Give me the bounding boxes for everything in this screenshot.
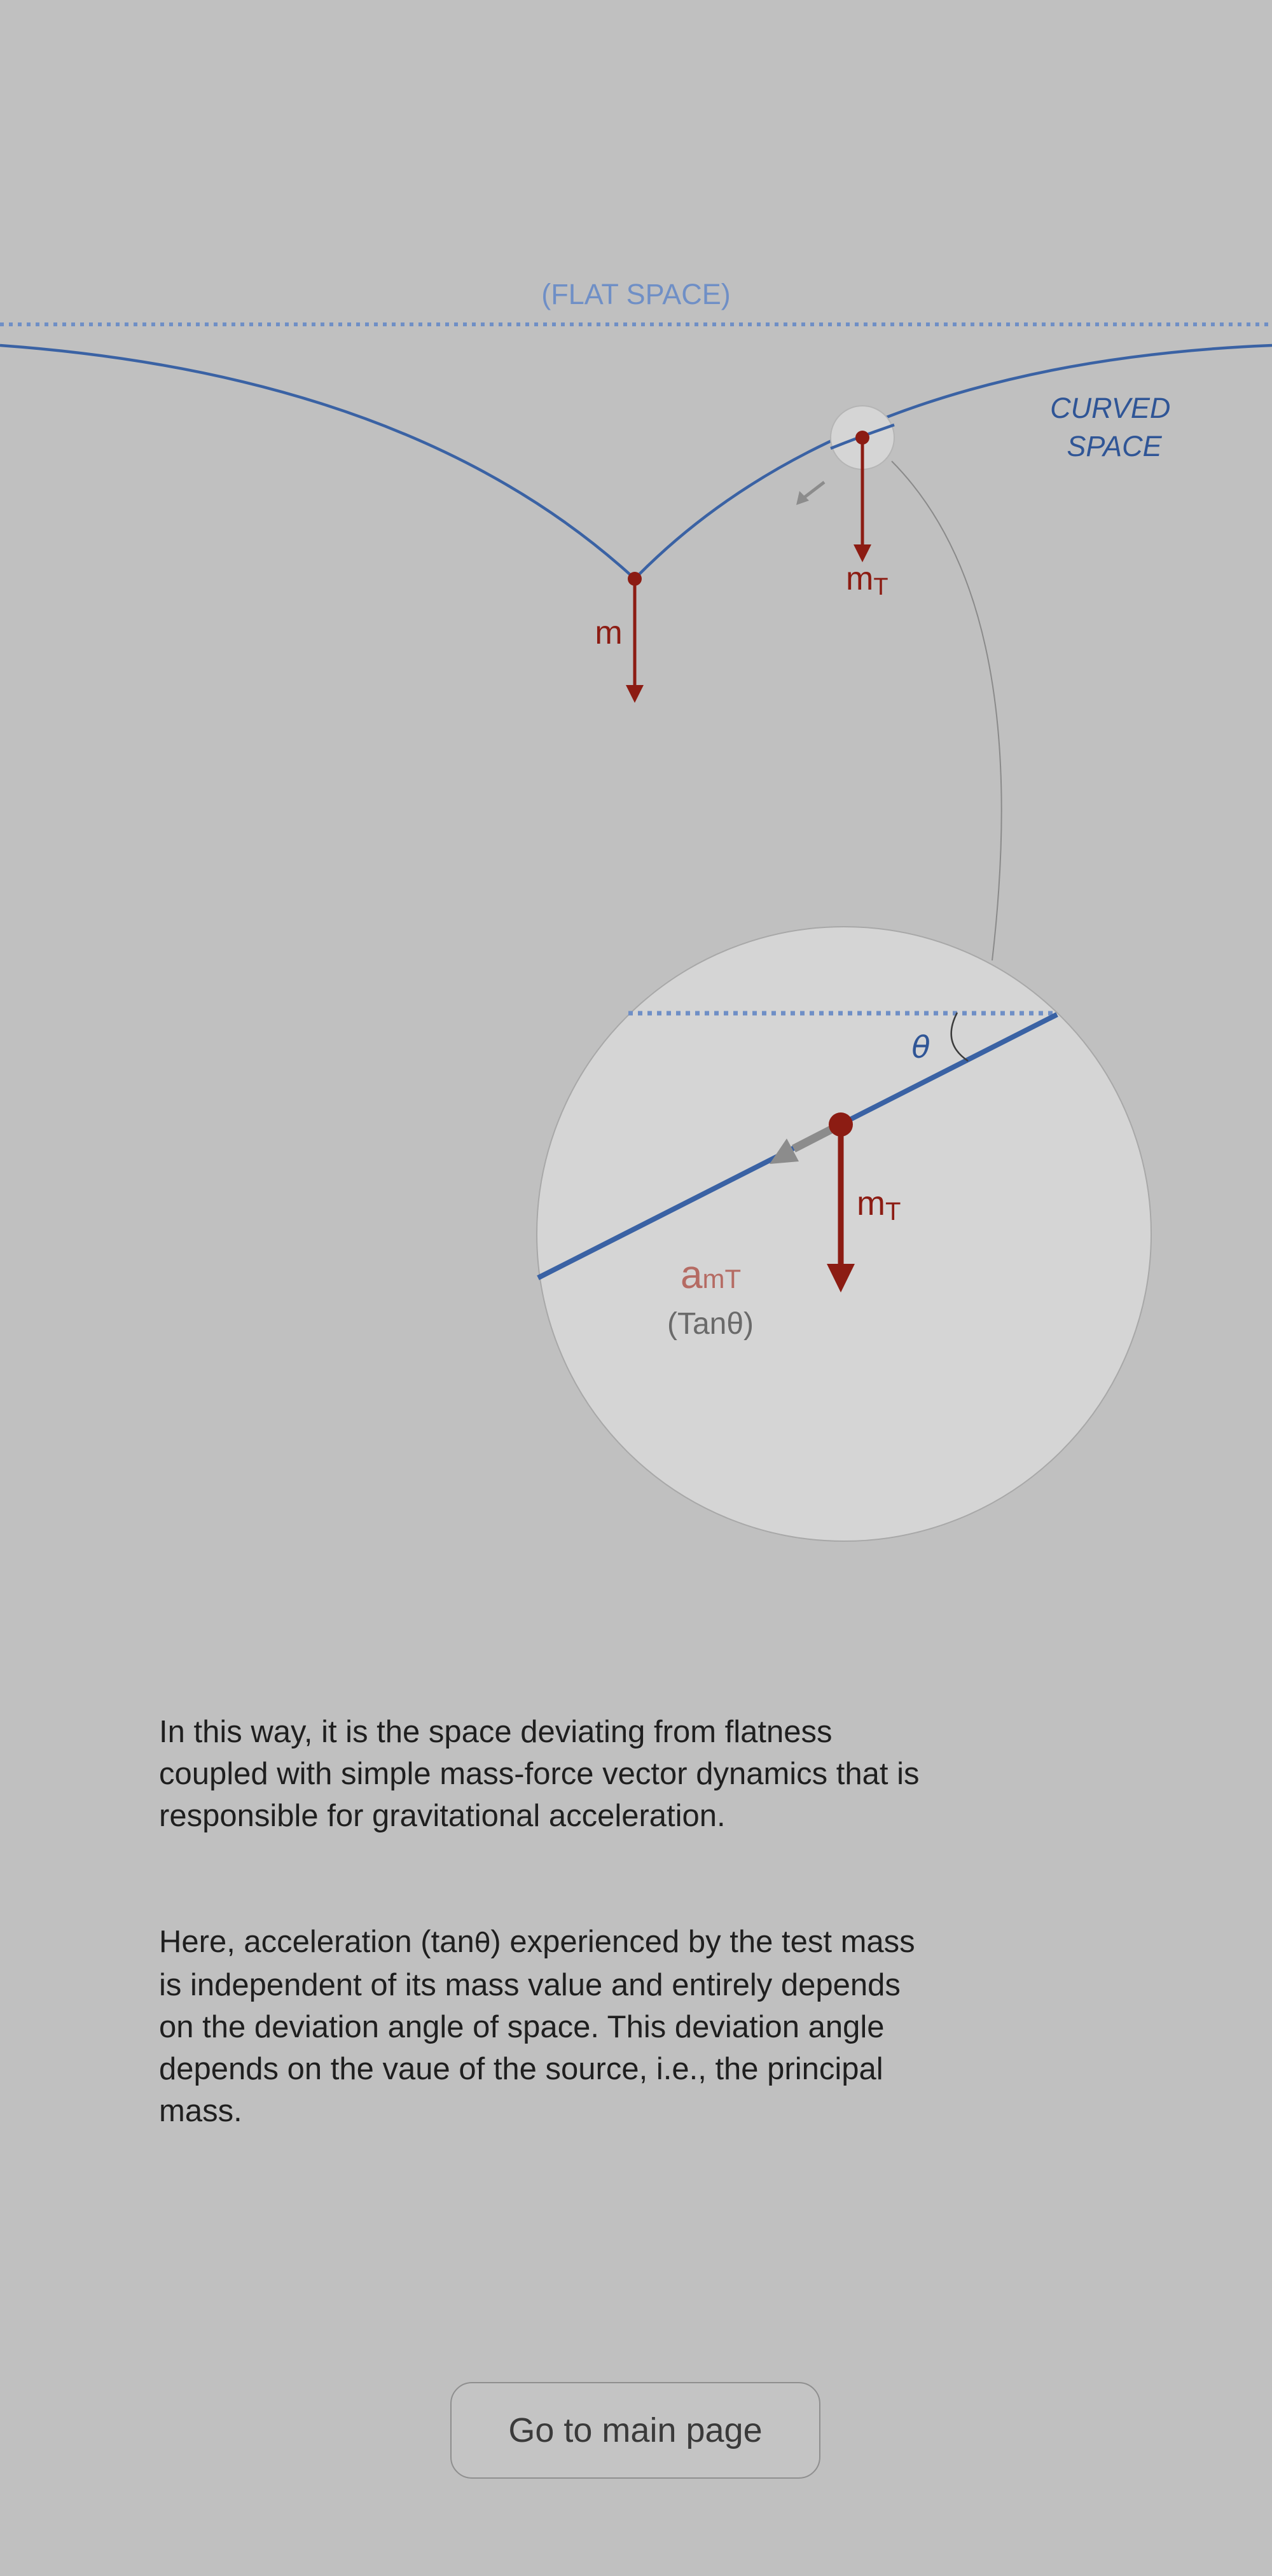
test-mass-label-sub: T <box>873 574 888 600</box>
test-mass-force-arrowhead <box>854 544 871 562</box>
zoom-connector-line <box>892 461 1002 960</box>
flat-space-label: (FLAT SPACE) <box>541 278 731 310</box>
small-acceleration-arrowhead <box>796 491 809 505</box>
acceleration-formula: (Tanθ) <box>667 1307 754 1341</box>
test-mass <box>796 406 894 600</box>
zoom-detail <box>537 927 1151 1541</box>
principal-mass-dot <box>628 572 642 586</box>
curved-space-label-line1: CURVED <box>1050 392 1171 424</box>
explanation-paragraph-1: In this way, it is the space deviating from flatness coupled with simple mass-force vector dynamics that is responsible for gravitational acceleration. <box>159 1715 920 1833</box>
acceleration-label-sub: mT <box>702 1264 742 1294</box>
theta-symbol: θ <box>474 1927 491 1958</box>
principal-mass-label: m <box>595 614 623 651</box>
principal-mass-force-arrowhead <box>626 685 644 703</box>
explanation-paragraph-2 <box>159 1921 922 2132</box>
zoom-test-mass-label-sub: T <box>885 1198 901 1226</box>
curved-space-label-line2: SPACE <box>1067 430 1162 462</box>
test-mass-label <box>846 560 888 600</box>
zoom-test-mass-dot <box>829 1112 853 1137</box>
angle-label: θ <box>911 1030 930 1065</box>
explanation-paragraph-2-start: Here, acceleration (tan <box>159 1925 474 1959</box>
test-mass-dot <box>855 431 869 445</box>
go-to-main-page-button[interactable]: Go to main page <box>450 2382 820 2479</box>
principal-mass <box>595 572 644 703</box>
zoom-test-mass-label-main: m <box>857 1184 885 1222</box>
explanation-paragraph-2-end: ) experienced by the test mass is independent of its mass value and entirely depends on the deviation angle of space. This deviation angle depends on the vaue of the source, i.e., the principal mass. <box>159 1925 915 2128</box>
acceleration-label-main: a <box>681 1253 703 1297</box>
curved-space-label <box>1050 392 1179 462</box>
small-acceleration-arrow-shaft <box>803 482 824 499</box>
test-mass-label-main: m <box>846 560 874 597</box>
